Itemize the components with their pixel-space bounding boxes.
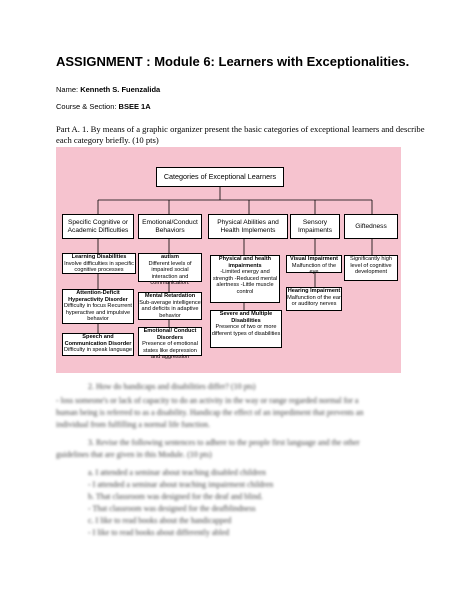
blurred-text-line: individual from fulfilling a normal life function.: [56, 420, 210, 429]
node-heading: autism: [160, 254, 180, 260]
name-label: Name:: [56, 85, 79, 94]
severe-multiple-box: [210, 310, 282, 348]
node-heading: Mental Retardation: [144, 293, 196, 299]
giftedness-box: [344, 255, 398, 281]
node-description: Different levels of impaired social interaction and communication.: [148, 260, 192, 287]
node-description: Involve difficulties in specific cognitive processes: [64, 260, 134, 274]
blurred-text-line: b. That classroom was designed for the deaf and blind.: [88, 492, 263, 501]
graphic-organizer: [56, 147, 401, 373]
learning-disabilities-box: [62, 253, 136, 274]
blurred-text-line: 3. Revise the following sentences to adhere to the people first language and the other: [88, 438, 360, 447]
emotional-conduct-box: [138, 327, 202, 361]
blurred-text-line: - I like to read books about differently abled: [88, 528, 230, 537]
node-description: -Limited energy and strength -Reduced mental alertness -Little muscle control: [212, 269, 278, 295]
visual-impairment-box: [286, 255, 342, 276]
part-a-prompt: Part A. 1. By means of a graphic organizer present the basic categories of exceptional learners and describe each category briefly. (10 pts): [56, 124, 425, 145]
course-value: BSEE 1A: [118, 102, 151, 111]
speech-disorder-box: [62, 333, 134, 356]
blurred-text-line: - That classroom was designed for the deafblindness: [88, 504, 256, 513]
root-node: Categories of Exceptional Learners: [156, 167, 284, 187]
node-description: Sub-average intelligence and deficits in adaptive behavior: [139, 299, 201, 319]
category-emotional: Emotional/Conduct Behaviors: [138, 214, 202, 239]
node-heading: Speech and Communication Disorder: [64, 334, 132, 347]
node-description: Difficulty in speak language: [64, 347, 132, 354]
hearing-impairment-box: [286, 287, 342, 311]
mental-retardation-box: [138, 292, 202, 320]
blurred-text-line: human being is referred to as a disability. Handicap the effect of an impediment that prevents an: [56, 408, 364, 417]
node-heading: Visual Impairment: [289, 256, 339, 262]
name-line: [56, 85, 160, 94]
category-physical: Physical Abilities and Health Implements: [208, 214, 288, 239]
node-heading: Emotional/ Conduct Disorders: [143, 328, 197, 341]
category-sensory: Sensory Impaiments: [290, 214, 340, 239]
blurred-text-line: c. I like to read books about the handicapped: [88, 516, 232, 525]
node-description: Significantly high level of cognitive development: [350, 256, 392, 276]
blurred-text-line: a. I attended a seminar about teaching disabled children: [88, 468, 266, 477]
node-description: Malfunction of the ear or auditory nerves: [287, 294, 341, 308]
name-value: Kenneth S. Fuenzalida: [80, 85, 161, 94]
category-cognitive: Specific Cognitive or Academic Difficulties: [62, 214, 134, 239]
node-heading: Learning Disabilities: [71, 254, 127, 260]
node-heading: Hearing Impairment: [287, 288, 341, 294]
blurred-text-line: - I attended a seminar about teaching impairment children: [88, 480, 274, 489]
physical-health-box: [210, 255, 280, 303]
node-description: Malfunction of the eye: [291, 262, 337, 276]
blurred-text-line: - loss someone's or lack of capacity to do an activity in the way or range regarded normal for a: [56, 396, 359, 405]
blurred-text-line: guidelines that are given in this Module. (10 pts): [56, 450, 212, 459]
node-heading: Attention-Deficit Hyperactivity Disorder: [68, 290, 128, 303]
node-description: Presence of emotional states like depression and aggression: [142, 341, 198, 361]
blurred-text-line: 2. How do handicaps and disabilities differ? (10 pts): [88, 382, 256, 391]
category-giftedness: Giftedness: [344, 214, 398, 239]
adhd-box: [62, 289, 134, 324]
node-description: Difficulty in focus Recurrent hyperactive and impulsive behavior: [64, 303, 132, 323]
node-heading: Severe and Multiple Disabilities: [219, 311, 273, 324]
assignment-title: ASSIGNMENT : Module 6: Learners with Exceptionalities.: [56, 54, 410, 69]
course-line: [56, 102, 151, 111]
node-heading: Physical and health impairments: [218, 256, 272, 269]
node-description: Presence of two or more different types of disabilities: [211, 324, 281, 337]
course-label: Course & Section:: [56, 102, 117, 111]
autism-box: [138, 253, 202, 287]
